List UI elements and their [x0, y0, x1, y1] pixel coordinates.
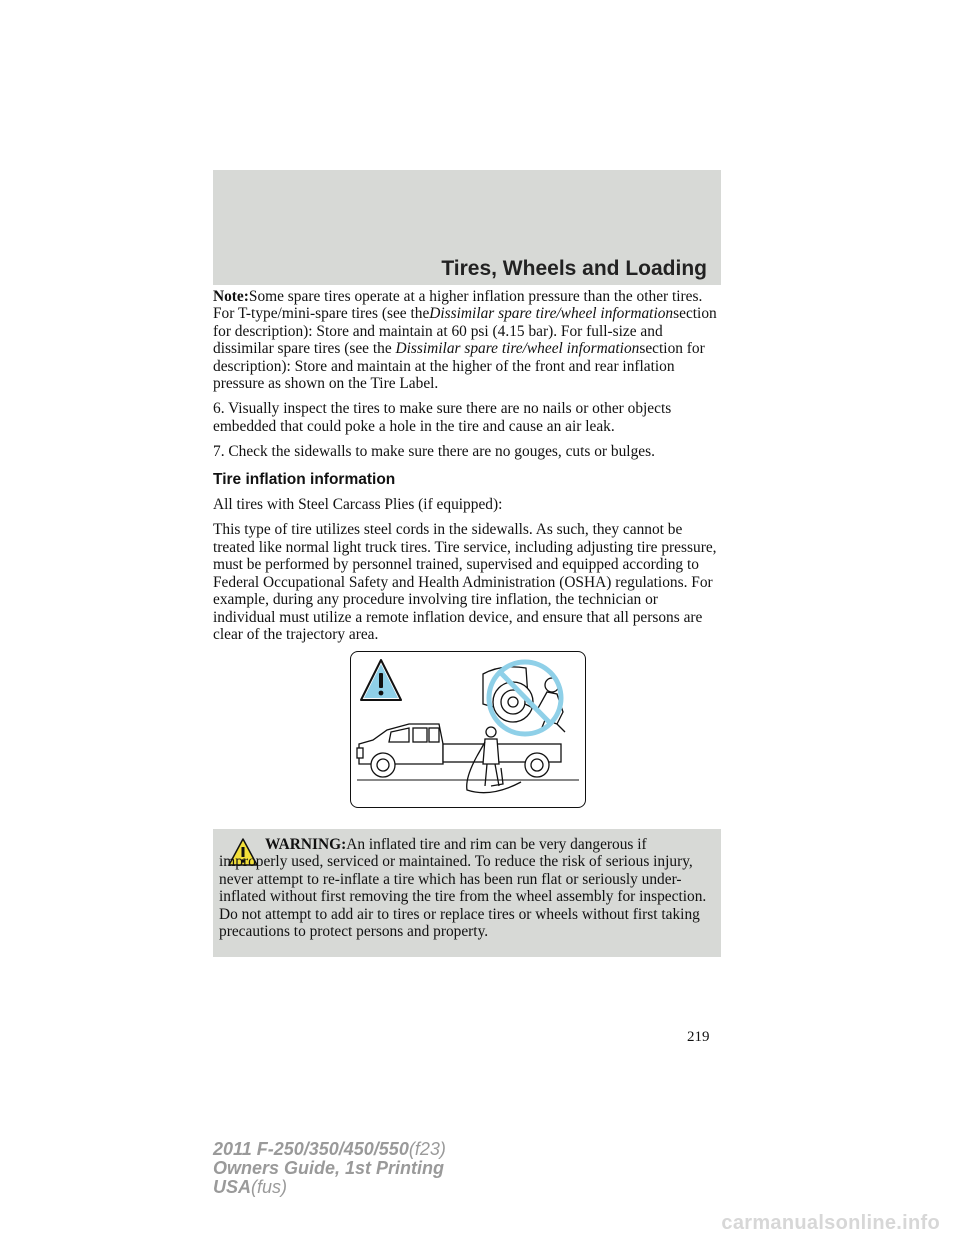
- document-footer: [213, 1140, 446, 1197]
- warning-text: [219, 836, 713, 940]
- note-reference-2: Dissimilar spare tire/wheel information: [395, 340, 640, 358]
- footer-line-3: [213, 1178, 446, 1197]
- steel-plies-intro: All tires with Steel Carcass Plies (if equipped):: [213, 496, 503, 514]
- page-number: 219: [687, 1029, 710, 1045]
- footer-model-code: (f23): [408, 1139, 446, 1159]
- truck-illustration: [357, 724, 579, 780]
- note-reference-1: Dissimilar spare tire/wheel information: [429, 305, 674, 323]
- section-heading: Tire inflation information: [213, 470, 396, 488]
- note-text-3: section for description): Store and maintain at the higher of the front and rear inflation pressure as shown on the Tire Label.: [213, 340, 705, 393]
- footer-region: USA: [213, 1177, 252, 1197]
- note-text-1: Some spare tires operate at a higher inflation pressure than the other tires. For T-type/mini-spare tires (see the: [213, 288, 703, 323]
- truck-remote-inflation-icon: [350, 651, 586, 808]
- warning-label: WARNING:: [265, 836, 347, 853]
- note-label: Note:: [213, 288, 249, 305]
- note-paragraph: [213, 288, 723, 392]
- watermark: carmanualsonline.info: [721, 1212, 940, 1234]
- footer-model: 2011 F-250/350/450/550: [213, 1139, 409, 1159]
- footer-region-code: (fus): [251, 1177, 288, 1197]
- warning-box: [213, 829, 721, 957]
- section-title: Tires, Wheels and Loading: [441, 257, 707, 280]
- footer-line-1: [213, 1140, 446, 1159]
- illustration-warning-triangle-icon: [361, 660, 401, 700]
- section-header: [213, 170, 721, 285]
- warning-body: An inflated tire and rim can be very dangerous if improperly used, serviced or maintained. To reduce the risk of serious injury, never attempt to re-inflate a tire which has been run flat or seriously under-inflated without first removing the tire from the wheel assembly for inspection. Do not attempt to add air to tires or replace tires or wheels without first taking precautions to protect persons and property.: [219, 836, 707, 941]
- step-6: 6. Visually inspect the tires to make sure there are no nails or other objects embedded that could poke a hole in the tire and cause an air leak.: [213, 400, 672, 435]
- step-7: 7. Check the sidewalls to make sure there are no gouges, cuts or bulges.: [213, 443, 655, 461]
- footer-line-2: Owners Guide, 1st Printing: [213, 1158, 445, 1178]
- page-content: [213, 288, 723, 651]
- note-text-2: section for description): Store and maintain at 60 psi (4.15 bar). For full-size and dissimilar spare tires (see the: [213, 305, 717, 358]
- steel-plies-paragraph: This type of tire utilizes steel cords in the sidewalls. As such, they cannot be treated like normal light truck tires. Tire service, including adjusting tire pressure, must be performed by personnel trained, supervised and equipped according to Federal Occupational Safety and Health Administration (OSHA) regulations. For example, during any procedure involving tire inflation, the technician or individual must utilize a remote inflation device, and ensure that all persons are clear of the trajectory area.: [213, 521, 717, 643]
